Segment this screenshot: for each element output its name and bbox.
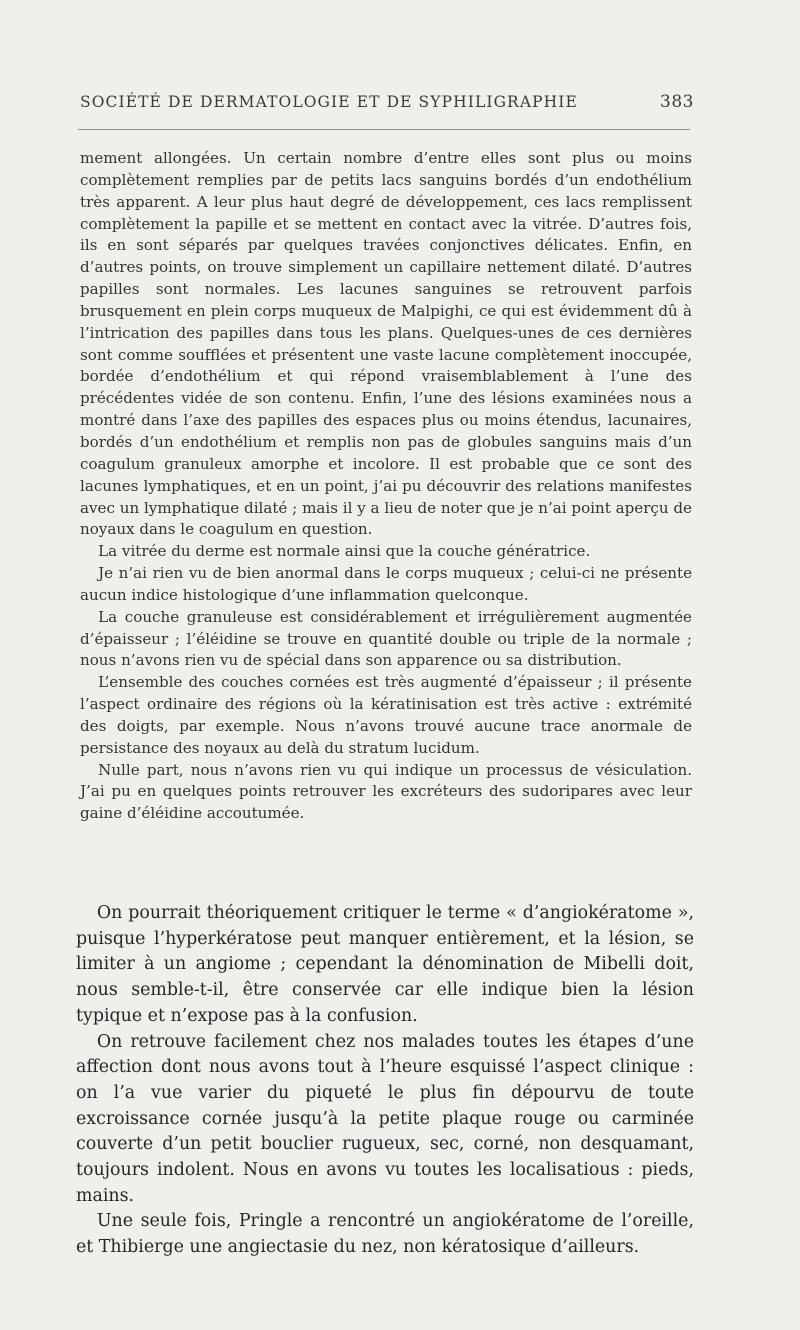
header-rule bbox=[78, 129, 690, 130]
paragraph: La vitrée du derme est normale ainsi que la couche génératrice. bbox=[98, 542, 591, 561]
paragraph: Une seule fois, Pringle a rencontré un angiokératome de l’oreille, et Thibierge une angiectasie du nez, non kératosique d’ailleurs. bbox=[76, 1211, 694, 1258]
paragraph: mement allongées. Un certain nombre d’entre elles sont plus ou moins complètement remplies par de petits lacs sanguins bordés d’un endothélium très apparent. A leur plus haut degré de développement, ces lacs remplissent complètement la papille et se mettent en contact avec la vitrée. D’autres fois, ils en sont séparés par quelques travées conjonctives délicates. Enfin, en d’autres points, on trouve simplement un capillaire nettement dilaté. D’autres papilles sont normales. Les lacunes sanguines se retrouvent parfois brusquement en plein corps muqueux de Malpighi, ce qui est évidemment dû à l’intrication des papilles dans tous les plans. Quelques-unes de ces dernières sont comme soufflées et présentent une vaste lacune complètement inoccupée, bordée d’endothélium et qui répond vraisemblablement à l’une des précédentes vidée de son contenu. Enfin, l’une des lésions examinées nous a montré dans l’axe des papilles des espaces plus ou moins étendus, lacunaires, bordés d’un endothélium et remplis non pas de globules sanguins mais d’un coagulum granuleux amorphe et incolore. Il est probable que ce sont des lacunes lymphatiques, et en un point, j’ai pu découvrir des relations manifestes avec un lymphatique dilaté ; mais il y a lieu de noter que je n’ai point aperçu de noyaux dans le coagulum en question. bbox=[80, 149, 692, 539]
paragraph: Nulle part, nous n’avons rien vu qui indique un processus de vésiculation. J’ai pu en quelques points retrouver les excréteurs des sudoripares avec leur gaine d’éléidine accoutumée. bbox=[80, 760, 692, 823]
page-number: 383 bbox=[660, 92, 694, 112]
paragraph: L’ensemble des couches cornées est très augmenté d’épaisseur ; il présente l’aspect ordinaire des régions où la kératinisation est très active : extrémité des doigts, par exemple. Nous n’avons trouvé aucune trace anormale de persistance des noyaux au delà du stratum lucidum. bbox=[80, 673, 692, 757]
page-header bbox=[80, 92, 694, 112]
running-title: SOCIÉTÉ DE DERMATOLOGIE ET DE SYPHILIGRAPHIE bbox=[80, 93, 578, 111]
paragraph: On pourrait théoriquement critiquer le terme « d’angiokératome », puisque l’hyperkératose peut manquer entièrement, et la lésion, se limiter à un angiome ; cependant la dénomination de Mibelli doit, nous semble-t-il, être conservée car elle indique bien la lésion typique et n’expose pas à la confusion. bbox=[76, 903, 694, 1026]
paragraph: Je n’ai rien vu de bien anormal dans le corps muqueux ; celui-ci ne présente aucun indice histologique d’une inflammation quelconque. bbox=[80, 564, 692, 604]
histology-section bbox=[80, 148, 692, 825]
paragraph: On retrouve facilement chez nos malades toutes les étapes d’une affection dont nous avons tout à l’heure esquissé l’aspect clinique : on l’a vue varier du piqueté le plus fin dépourvu de toute excroissance cornée jusqu’à la petite plaque rouge ou carminée couverte d’un petit bouclier rugueux, sec, corné, non desquamant, toujours indolent. Nous en avons vu toutes les localisatious : pieds, mains. bbox=[76, 1031, 694, 1206]
paragraph: La couche granuleuse est considérablement et irrégulièrement augmentée d’épaisseur ; l’éléidine se trouve en quantité double ou triple de la normale ; nous n’avons rien vu de spécial dans son apparence ou sa distribution. bbox=[80, 607, 692, 670]
discussion-section bbox=[76, 901, 694, 1261]
